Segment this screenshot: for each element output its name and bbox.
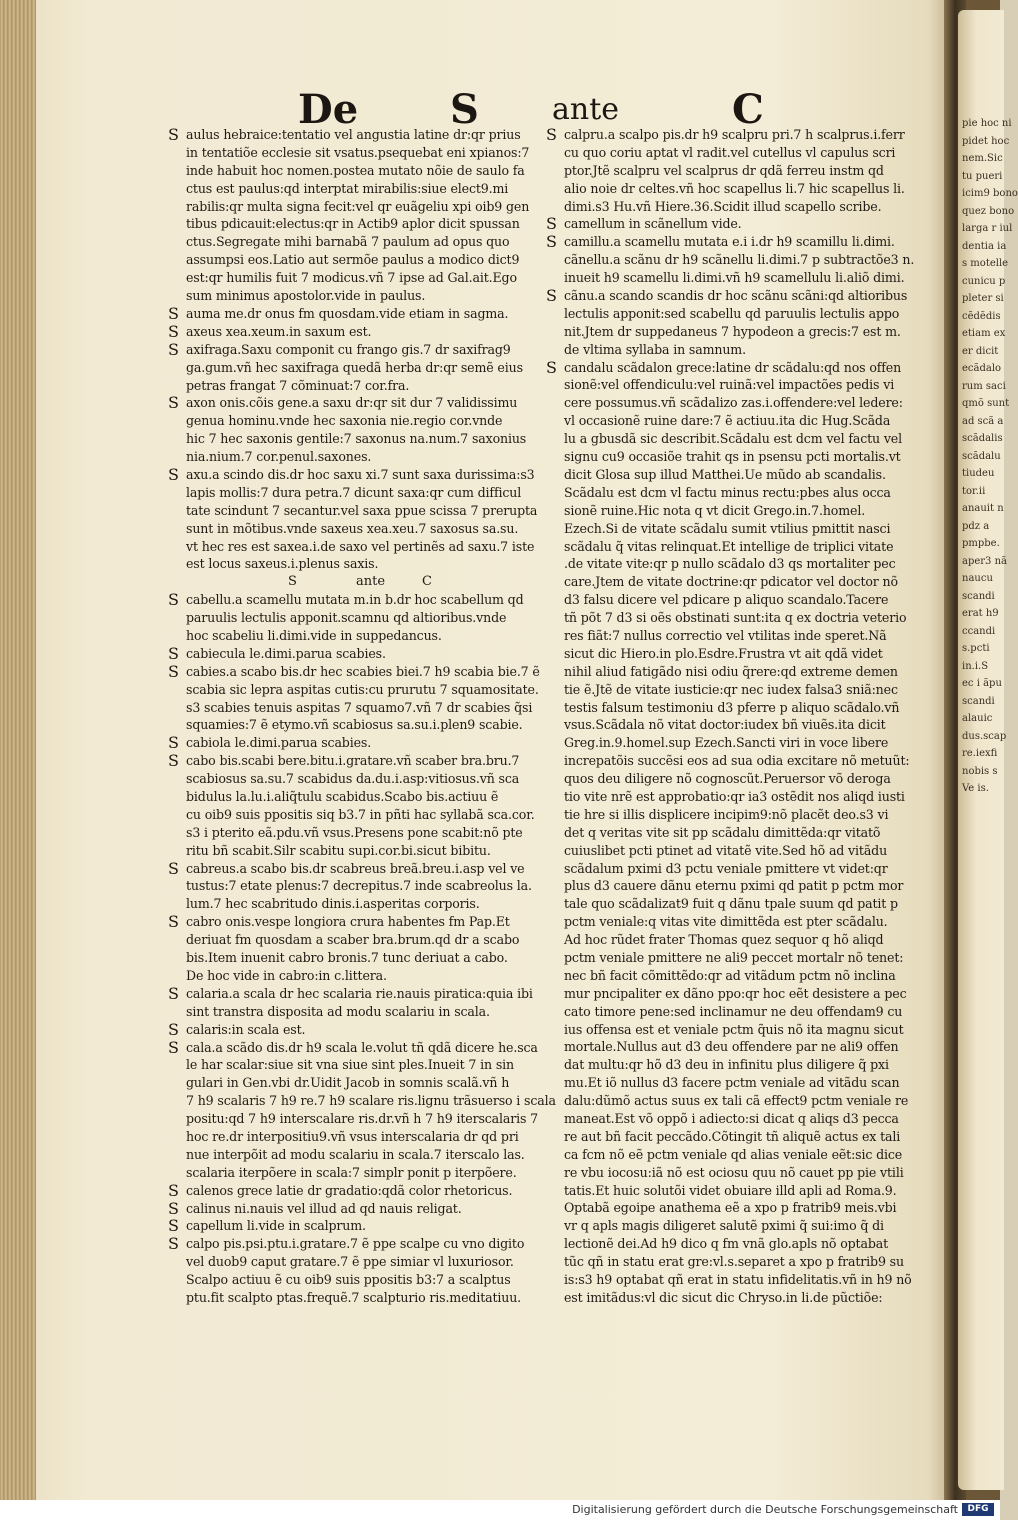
next-page-line: erat h9	[962, 608, 999, 619]
text-line: calaris:in scala est.	[186, 1021, 306, 1037]
text-line: nia.nium.7 cor.penul.saxones.	[186, 449, 372, 465]
text-line: vel duob9 caput gratare.7 ẽ ppe simiar vl luxuriosor.	[186, 1254, 514, 1270]
dictionary-entry	[168, 1182, 548, 1200]
text-line: squamies:7 ẽ etymo.vñ scabiosus sa.su.i.plen9 scabie.	[186, 717, 523, 733]
text-line: axon onis.cõis gene.a saxu dr:qr sit dur 7 validissimu	[186, 395, 518, 411]
text-line: cu quo coriu aptat vl radit.vel cutellus vl capulus scri	[564, 144, 896, 160]
text-line: s3 scabies tenuis aspitas 7 squamo7.vñ 7 dr scabies q̃si	[186, 699, 533, 715]
dictionary-entry	[168, 1217, 548, 1235]
next-page-line: quez bono	[962, 205, 1015, 217]
next-page-line: er dicit	[962, 345, 999, 357]
dictionary-entry	[168, 645, 548, 663]
text-line: Greg.in.9.homel.sup Ezech.Sancti viri in voce libere	[564, 735, 889, 751]
text-line: Optabã egoipe anathema eẽ a xpo p fratrib9 meis.vbi	[564, 1200, 897, 1216]
text-line: 7 h9 scalaris 7 h9 re.7 h9 scalare ris.lignu trãsuerso i scala	[186, 1093, 556, 1109]
text-line: tũc qñ in statu erat gre:vl.s.separet a xpo p fratrib9 su	[564, 1254, 904, 1270]
text-line: assumpsi eos.Latio aut sermõe paulus a modico dict9	[186, 252, 520, 268]
entry-initial: S	[168, 464, 179, 484]
text-line: dat multu:qr hõ d3 deu in infinitu plus diligere q̃ pxi	[564, 1057, 889, 1073]
text-line: axu.a scindo dis.dr hoc saxu xi.7 sunt saxa durissima:s3	[186, 466, 535, 482]
entry-initial: S	[168, 303, 179, 323]
dictionary-entry	[168, 126, 548, 305]
next-page-line: tor.ii	[962, 485, 986, 497]
entry-initial: S	[168, 751, 179, 771]
entry-initial: S	[168, 1019, 179, 1039]
dfg-logo: DFG	[962, 1503, 994, 1516]
text-line: bidulus la.lu.i.aliq̃tulu scabidus.Scabo bis.actiuu ẽ	[186, 789, 499, 805]
text-line: cu oib9 suis ppositis siq b3.7 in pñti hac syllabã sca.cor.	[186, 806, 535, 822]
entry-initial: S	[546, 286, 557, 306]
text-line: calenos grece latie dr gradatio:qdã color rhetoricus.	[186, 1182, 513, 1198]
text-line: vr q apls magis diligeret salutẽ pximi q̃ sui:imo q̃ di	[564, 1218, 884, 1234]
text-line: lum.7 hec scabritudo dinis.i.asperitas corporis.	[186, 896, 480, 912]
text-line: cabiola le.dimi.parua scabies.	[186, 735, 372, 751]
text-line: tale quo scãdalizat9 fuit q dãnu tpale suum qd patit p	[564, 896, 898, 912]
text-line: de vltima syllaba in samnum.	[564, 341, 746, 357]
text-line: scalaria iterpõere in scala:7 simplr ponit p iterpõere.	[186, 1164, 517, 1180]
entry-initial: S	[168, 983, 179, 1003]
dictionary-entry	[546, 233, 926, 287]
text-line: tie hre si illis displicere incipim9:nõ placẽt deo.s3 vi	[564, 806, 889, 822]
next-page-line: scãdalis	[962, 433, 1003, 444]
entry-initial: S	[168, 661, 179, 681]
dictionary-entry	[168, 466, 548, 573]
text-line: sum minimus apostolor.vide in paulus.	[186, 288, 426, 304]
left-column	[168, 125, 556, 1307]
text-line: ritu bñ scabit.Silr scabitu supi.cor.bi.sicut bibitu.	[186, 842, 491, 858]
header-letter-c: C	[732, 86, 764, 133]
text-line: tie ẽ.Jtẽ de vitate iusticie:qr nec iudex falsa3 sniã:nec	[564, 681, 898, 697]
text-line: deriuat fm quosdam a scaber bra.brum.qd dr a scabo	[186, 932, 520, 948]
text-line: vl occasionẽ ruine dare:7 ẽ actiuu.ita dic Hug.Scãda	[564, 413, 891, 429]
next-page-line: s.pcti	[962, 643, 990, 654]
footer-credit: Digitalisierung gefördert durch die Deutsche Forschungsgemeinschaft	[572, 1503, 958, 1516]
right-column	[546, 126, 926, 1307]
text-line: increpatõis succẽsi eos ad sua odia excitare nõ metuũt:	[564, 753, 910, 769]
text-line: vsus.Scãdala nõ vitat doctor:iudex bñ viuẽs.ita dicit	[564, 717, 886, 733]
next-page-line: larga r iul	[962, 223, 1013, 234]
next-page-line: aper3 nã	[962, 555, 1008, 567]
text-line: lectulis apponit:sed scabellu qd paruulis lectulis appo	[564, 305, 900, 321]
text-line: ius offensa est et veniale pctm q̃uis nõ ita magnu sicut	[564, 1021, 904, 1037]
text-line: axeus xea.xeum.in saxum est.	[186, 323, 372, 339]
text-line: est imitãdus:vl dic sicut dic Chryso.in li.de pũctiõe:	[564, 1289, 883, 1305]
text-line: tate scindunt 7 secantur.vel saxa ppue scissa 7 prerupta	[186, 502, 538, 518]
next-page-line: icim9 bono	[962, 188, 1018, 199]
text-line: is:s3 h9 optabat qñ erat in statu infidelitatis.vñ in h9 nõ	[564, 1272, 912, 1288]
text-line: in tentatiõe ecclesie sit vsatus.psequebat eni xpianos:7	[186, 144, 530, 160]
dictionary-entry	[168, 860, 548, 914]
dictionary-entry	[168, 1235, 548, 1307]
next-page-sliver	[958, 10, 1018, 1490]
text-line: cãnellu.a scãnu dr h9 scãnellu li.dimi.7 p subtractõe3 n.	[564, 252, 915, 268]
next-page-line: pleter si	[962, 293, 1004, 304]
text-line: ptu.fit scalpto ptas.frequẽ.7 scalpturio ris.meditatiuu.	[186, 1290, 522, 1306]
text-line: ctus.Segregate mihi barnabã 7 paulum ad opus quo	[186, 234, 510, 250]
text-line: lapis mollis:7 dura petra.7 dicunt saxa:qr cum difficul	[186, 484, 522, 500]
text-line: cabellu.a scamellu mutata m.in b.dr hoc scabellum qd	[186, 592, 524, 608]
text-line: est locus saxeus.i.plenus saxis.	[186, 556, 379, 572]
next-page-line: ecãdalo	[962, 363, 1002, 374]
dictionary-entry	[168, 734, 548, 752]
dictionary-entry	[546, 126, 926, 215]
entry-initial: S	[168, 125, 179, 144]
next-page-line: ad scã a	[962, 415, 1004, 427]
text-line: calaria.a scala dr hec scalaria rie.nauis piratica:quia ibi	[186, 985, 533, 1001]
text-line: hic 7 hec saxonis gentile:7 saxonus na.num.7 saxonius	[186, 431, 527, 447]
book-page-edges	[0, 0, 36, 1500]
entry-initial: S	[168, 339, 179, 359]
next-page-line: scandi	[962, 695, 995, 707]
next-page-line: qmõ sunt	[962, 398, 1010, 409]
next-page-line: ec i ãpu	[962, 678, 1002, 689]
text-line: petras frangat 7 cõminuat:7 cor.fra.	[186, 377, 410, 393]
text-line: hoc scabeliu li.dimi.vide in suppedancus.	[186, 627, 442, 643]
text-line: scabiosus sa.su.7 scabidus da.du.i.asp:vitiosus.vñ sca	[186, 771, 520, 787]
text-line: calpo pis.psi.ptu.i.gratare.7 ẽ ppe scalpe cu vno digito	[186, 1236, 525, 1252]
text-line: tatis.Et huic solutõi videt obuiare illd apli ad Roma.9.	[564, 1182, 897, 1198]
text-line: mu.Et iõ nullus d3 facere pctm veniale ad vitãdu scan	[564, 1075, 900, 1091]
text-line: camellum in scãnellum vide.	[564, 216, 742, 232]
text-line: mur pncipaliter ex dãno ppo:qr hoc eẽt desistere a pec	[564, 985, 907, 1001]
text-line: re vbu iocosu:iã nõ est ociosu quu nõ cauet pp pie vtili	[564, 1164, 904, 1180]
next-page-line: re.iexfi	[962, 748, 998, 759]
text-line: pctm veniale:q vitas vite dimittẽda est pter scãdalu.	[564, 914, 888, 930]
text-line: scãdalum pximi d3 pctu veniale pmittere vt videt:qr	[564, 860, 888, 876]
text-line: mortale.Nullus aut d3 deu offendere par ne ali9 offen	[564, 1039, 899, 1055]
text-line: le har scalar:siue sit vna siue sint ples.Inueit 7 in sin	[186, 1057, 514, 1073]
dictionary-entry	[168, 394, 548, 466]
dictionary-entry	[168, 1021, 548, 1039]
dictionary-entry	[168, 323, 548, 341]
entry-initial: S	[168, 393, 179, 413]
footer-bar	[0, 1500, 1000, 1520]
text-line: lu a gbusdã sic describit.Scãdalu est dcm vel factu vel	[564, 431, 902, 447]
text-line: cala.a scãdo dis.dr h9 scala le.volut tñ qdã dicere he.sca	[186, 1039, 538, 1055]
dictionary-entry	[546, 215, 926, 233]
next-page-line: anauit n	[962, 503, 1004, 514]
text-line: De hoc vide in cabro:in c.littera.	[186, 967, 387, 983]
entry-initial: S	[168, 1037, 179, 1057]
next-page-line: pmpbe.	[962, 538, 1000, 549]
next-page-line: s motelle	[962, 258, 1009, 269]
next-page-line: in.i.S	[962, 660, 989, 672]
text-line: care.Jtem de vitate doctrine:qr pdicator vel doctor nõ	[564, 574, 898, 590]
text-line: plus d3 cauere dãnu eternu pximi qd patit p pctm mor	[564, 878, 904, 894]
text-line: paruulis lectulis apponit.scamnu qd altioribus.vnde	[186, 610, 507, 626]
text-line: Ezech.Si de vitate scãdalu sumit vtilius pmittit nasci	[564, 520, 891, 536]
next-page-line: etiam ex	[962, 328, 1006, 339]
text-line: inde habuit hoc nomen.postea mutato nõie de saulo fa	[186, 162, 525, 178]
text-line: camillu.a scamellu mutata e.i i.dr h9 scamillu li.dimi.	[564, 234, 895, 250]
text-line: auma me.dr onus fm quosdam.vide etiam in sagma.	[186, 305, 509, 321]
text-line: dicit Glosa sup illud Matthei.Ue mũdo ab scandalis.	[564, 466, 886, 482]
next-page-line: scandi	[962, 590, 995, 602]
dictionary-entry	[168, 752, 548, 859]
text-line: cabiecula le.dimi.parua scabies.	[186, 645, 386, 661]
entry-initial: S	[168, 858, 179, 878]
text-line: bis.Item inuenit cabro bronis.7 tunc deriuat a cabo.	[186, 950, 508, 966]
entry-initial: S	[546, 214, 557, 234]
text-line: genua hominu.vnde hec saxonia nie.regio cor.vnde	[186, 413, 503, 429]
dictionary-entry	[168, 1200, 548, 1218]
text-line: cabies.a scabo bis.dr hec scabies biei.7 h9 scabia bie.7 ẽ	[186, 663, 540, 679]
text-line: gulari in Gen.vbi dr.Uidit Jacob in somnis scalã.vñ h	[186, 1075, 510, 1091]
text-line: tustus:7 etate plenus:7 decrepitus.7 inde scabreolus la.	[186, 878, 532, 894]
text-line: calinus ni.nauis vel illud ad qd nauis religat.	[186, 1200, 462, 1216]
section-heading-letter2: C	[422, 574, 432, 590]
text-line: ptor.Jtẽ scalpru vel scalprus dr qdã ferreu instm qd	[564, 162, 884, 178]
next-page-line: Ve is.	[962, 783, 989, 794]
text-line: inueit h9 scamellu li.dimi.vñ h9 scamellulu li.aliõ dimi.	[564, 270, 905, 286]
text-line: cere possumus.vñ scãdalizo zas.i.offendere:vel ledere:	[564, 395, 903, 411]
entry-initial: S	[168, 733, 179, 753]
next-page-line: alauic	[962, 713, 993, 724]
next-page-line: cẽdẽdis	[962, 310, 1001, 322]
text-line: capellum li.vide in scalprum.	[186, 1218, 366, 1234]
next-page-line: ccandi	[962, 625, 996, 637]
text-line: scãdalu q̃ vitas relinquat.Et intellige de triplici vitate	[564, 538, 894, 554]
text-line: hoc re.dr interpositiu9.vñ vsus interscalaria dr qd pri	[186, 1128, 519, 1144]
text-line: signu cu9 occasiõe trahit qs in psensu pcti mortalis.vt	[564, 449, 901, 465]
text-line: sint transtra disposita ad modu scalariu in scala.	[186, 1003, 490, 1019]
text-line: Scalpo actiuu ẽ cu oib9 suis ppositis b3:7 a scalptus	[186, 1272, 511, 1288]
dictionary-entry	[168, 1037, 556, 1182]
entry-initial: S	[168, 912, 179, 932]
next-page-line: rum saci	[962, 380, 1006, 392]
text-line: lectionẽ dei.Ad h9 dico q fm vnã glo.apls nõ optabat	[564, 1236, 888, 1252]
next-page-line: dus.scap	[962, 730, 1007, 742]
next-page-line: pidet hoc	[962, 135, 1010, 147]
next-page-line: nem.Sic	[962, 153, 1003, 164]
header-ante: ante	[552, 92, 620, 127]
entry-initial: S	[168, 321, 179, 341]
text-line: .de vitate vite:qr p nullo scãdalo d3 qs mortaliter pec	[564, 556, 896, 572]
dictionary-entry	[546, 359, 926, 1307]
text-line: ctus est paulus:qd interptat mirabilis:siue elect9.mi	[186, 180, 509, 196]
dictionary-entry	[168, 913, 548, 985]
text-line: dimi.s3 Hu.vñ Hiere.36.Scidit illud scapello scribe.	[564, 198, 882, 214]
text-line: rabilis:qr multa signa fecit:vel qr euãgeliu xpi oib9 gen	[186, 198, 530, 214]
entry-initial: S	[168, 1234, 179, 1254]
text-line: sicut dic Hiero.in plo.Esdre.Frustra vt ait qdã videt	[564, 645, 883, 661]
text-line: testis falsum testimoniu d3 pferre p aliquo scãdalo.vñ	[564, 699, 900, 715]
text-line: sionẽ ruine.Hic nota q vt dicit Grego.in.7.homel.	[564, 502, 866, 518]
text-line: alio noie dr celtes.vñ hoc scapellus li.7 hic scapellus li.	[564, 180, 905, 196]
text-line: cabo bis.scabi bere.bitu.i.gratare.vñ scaber bra.bru.7	[186, 753, 520, 769]
text-line: aulus hebraice:tentatio vel angustia latine dr:qr prius	[186, 127, 521, 142]
text-line: nihil aliud fatigãdo nisi odiu q̃rere:qd extreme demen	[564, 663, 898, 679]
entry-initial: S	[546, 125, 557, 144]
next-page-line: dentia ia	[962, 240, 1007, 252]
entry-initial: S	[168, 1198, 179, 1218]
next-page-line: tu pueri	[962, 170, 1003, 182]
entry-initial: S	[546, 357, 557, 377]
text-line: maneat.Est võ oppõ i adiecto:si dicat q aliqs d3 pecca	[564, 1111, 899, 1126]
text-line: cato timore pene:sed inclinamur ne deu offendam9 cu	[564, 1003, 903, 1019]
next-page-line: naucu	[962, 573, 993, 584]
text-line: nit.Jtem dr suppedaneus 7 hypodeon a grecis:7 est m.	[564, 323, 901, 339]
dictionary-entry	[168, 341, 548, 395]
entry-initial: S	[168, 1180, 179, 1200]
text-line: dalu:dũmõ actus suus ex tali cã effect9 pctm veniale re	[564, 1093, 909, 1109]
text-line: tñ põt 7 d3 si oẽs obstinati sunt:ita q ex doctria veterio	[564, 610, 907, 626]
text-line: vt hec res est saxea.i.de saxo vel pertinẽs ad saxu.7 iste	[186, 538, 535, 554]
next-page-line: scãdalu	[962, 450, 1001, 462]
text-line: ga.gum.vñ hec saxifraga quedã herba dr:qr semẽ eius	[186, 359, 523, 375]
next-page-line: nobis s	[962, 765, 998, 777]
entry-initial: S	[168, 1216, 179, 1236]
text-line: cabreus.a scabo bis.dr scabreus breã.breu.i.asp vel ve	[186, 860, 525, 876]
text-line: pctm veniale pmittere ne ali9 peccet mortalr nõ tenet:	[564, 949, 904, 965]
text-line: re aut bñ facit peccãdo.Cõtingit tñ aliquẽ actus ex tali	[564, 1128, 901, 1144]
text-line: nec bñ facit cõmittẽdo:qr ad vitãdum pctm nõ inclina	[564, 967, 896, 983]
text-line: s3 i pterito eã.pdu.vñ vsus.Presens pone scabit:nõ pte	[186, 824, 523, 840]
dictionary-entry	[168, 663, 548, 735]
next-page-line: pie hoc ni	[962, 118, 1012, 129]
text-line: cãnu.a scando scandis dr hoc scãnu scãni:qd altioribus	[564, 288, 908, 304]
text-line: res fiãt:7 nullus correctio vel vtilitas inde speret.Nã	[564, 627, 887, 643]
text-line: cuiuslibet pcti ptinet ad vitatẽ vite.Sed hõ ad vitãdu	[564, 842, 888, 858]
text-line: calpru.a scalpo pis.dr h9 scalpru pri.7 h scalprus.i.ferr	[564, 127, 905, 142]
dictionary-entry	[168, 985, 548, 1021]
text-line: nue interpõit ad modu scalariu in scala.7 iterscalo las.	[186, 1146, 525, 1162]
section-heading	[168, 573, 548, 591]
text-line: est:qr humilis fuit 7 modicus.vñ 7 ipse ad Gal.ait.Ego	[186, 270, 517, 286]
entry-initial: S	[168, 643, 179, 663]
next-page-line: tiudeu	[962, 468, 995, 479]
text-line: sionẽ:vel offendiculu:vel ruinã:vel impactões pedis vi	[564, 377, 895, 393]
text-line: candalu scãdalon grece:latine dr scãdalu:qd nos offen	[564, 359, 902, 375]
text-line: tibus pdicauit:electus:qr in Actib9 aplor dicit spussan	[186, 216, 520, 232]
section-heading-word: ante	[356, 574, 386, 590]
text-line: Scãdalu est dcm vl factu minus rectu:pbes alus occa	[564, 484, 891, 500]
section-heading-letter: S	[288, 574, 297, 590]
header-letter-s: S	[450, 86, 479, 133]
text-line: d3 falsu dicere vel pdicare p aliquo scandalo.Tacere	[564, 592, 889, 608]
text-line: scabia sic lepra aspitas cutis:cu prurutu 7 squamositate.	[186, 681, 539, 697]
text-line: Ad hoc rũdet frater Thomas quez sequor q hõ aliqd	[564, 932, 884, 948]
entry-initial: S	[168, 590, 179, 610]
text-line: sunt in mõtibus.vnde saxeus xea.xeu.7 saxosus sa.su.	[186, 520, 519, 536]
text-line: ca fcm nõ eẽ pctm veniale qd alias veniale eẽt:sic dice	[564, 1146, 903, 1162]
next-page-line: cunicu p	[962, 275, 1006, 287]
text-line: positu:qd 7 h9 interscalare ris.dr.vñ h 7 h9 iterscalaris 7	[186, 1111, 539, 1127]
text-line: tio vite nrẽ est approbatio:qr ia3 ostẽdit nos aliqd iusti	[564, 788, 905, 804]
dictionary-entry	[168, 591, 548, 645]
text-line: cabro onis.vespe longiora crura habentes fm Pap.Et	[186, 914, 510, 930]
text-line: det q veritas vite sit pp scãdalu dimittẽda:qr vitatõ	[564, 824, 881, 840]
dictionary-entry	[168, 305, 548, 323]
dictionary-entry	[546, 287, 926, 359]
next-page-text	[962, 115, 1018, 798]
text-line: axifraga.Saxu componit cu frango gis.7 dr saxifrag9	[186, 341, 511, 357]
entry-initial: S	[546, 232, 557, 252]
text-line: quos deu diligere nõ cognoscũt.Peruersor võ deroga	[564, 771, 891, 787]
next-page-line: pdz a	[962, 520, 990, 532]
header-de: De	[298, 86, 359, 133]
